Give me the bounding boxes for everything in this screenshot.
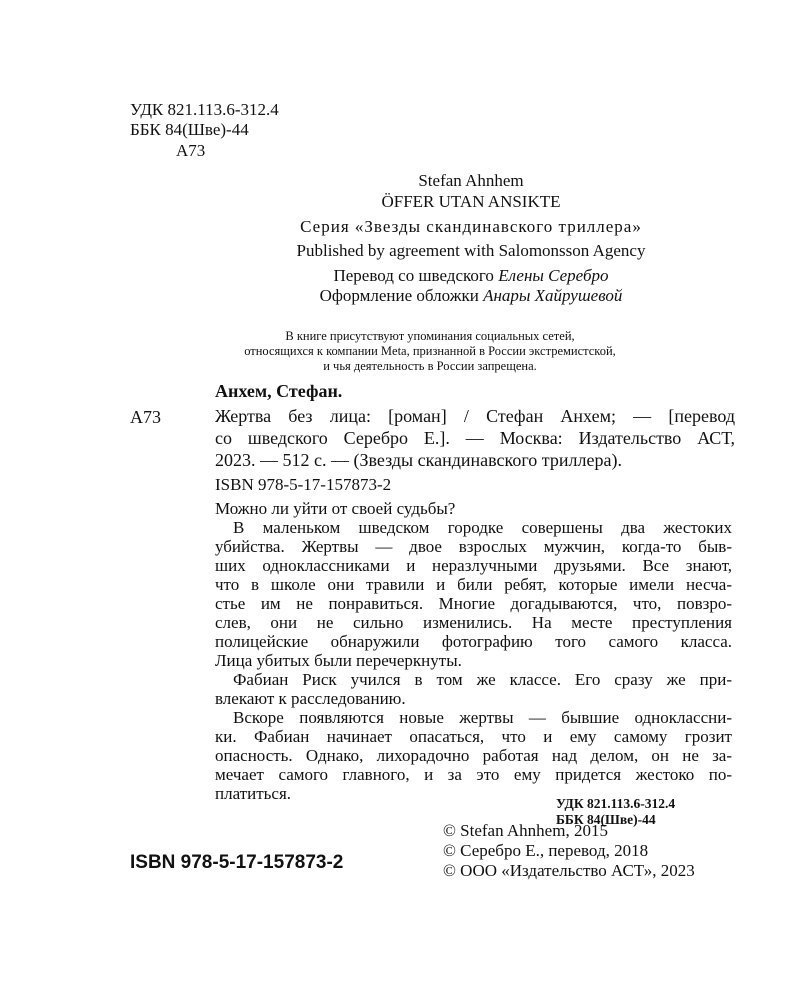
author-mark: А73 (176, 141, 206, 160)
annotation-line: платиться. (215, 784, 292, 803)
notice-line-2: относящихся к компании Meta, признанной в России экстремистской, (244, 344, 616, 358)
annotation-question: Можно ли уйти от своей судьбы? (215, 499, 456, 518)
copyright-translation: © Серебро Е., перевод, 2018 (443, 841, 649, 860)
annotation-line: Лица убитых были перечеркнуты. (215, 651, 462, 670)
footer-bbk: ББК 84(Шве)-44 (556, 812, 656, 827)
catalog-description (215, 405, 735, 471)
annotation-line: полицейские обнаружили фотографию того самого класса. (215, 632, 732, 651)
annotation-paragraph-2 (215, 670, 732, 708)
catalog-line: 2023. — 512 с. — (Звезды скандинавского триллера). (215, 450, 622, 470)
cover-design-line (200, 286, 742, 306)
annotation-paragraph-1 (215, 518, 732, 670)
cover-designer-name: Анары Хайрушевой (483, 286, 623, 305)
udk-code: УДК 821.113.6-312.4 (130, 100, 279, 119)
bbk-code: ББК 84(Шве)-44 (130, 120, 249, 139)
catalog-isbn: ISBN 978-5-17-157873-2 (215, 475, 392, 494)
translator-name: Елены Серебро (498, 266, 609, 285)
annotation-line: убийства. Жертвы — двое взрослых мужчин, когда-то быв- (215, 537, 732, 556)
isbn-main: ISBN 978-5-17-157873-2 (130, 852, 344, 873)
notice-line-1: В книге присутствуют упоминания социальных сетей, (285, 329, 575, 343)
cover-prefix: Оформление обложки (319, 286, 484, 305)
annotation-line: Вскоре появляются новые жертвы — бывшие одноклассни- (233, 708, 732, 727)
annotation-paragraph-3 (215, 708, 732, 803)
notice-line-3: и чья деятельность в России запрещена. (323, 359, 537, 373)
series-line: Серия «Звезды скандинавского триллера» (300, 217, 642, 236)
catalog-author: Анхем, Стефан. (215, 381, 343, 401)
annotation-line: опасность. Однако, лихорадочно работая над делом, он не за- (215, 746, 732, 765)
catalog-code: А73 (130, 407, 161, 427)
translation-prefix: Перевод со шведского (333, 266, 499, 285)
annotation-line: ших одноклассниками и неразлучными друзьями. Все знают, (215, 556, 732, 575)
original-author: Stefan Ahnhem (418, 171, 524, 190)
annotation-line: мечает самого главного, и за это ему придется жестоко по- (215, 765, 732, 784)
original-title: ÖFFER UTAN ANSIKTE (381, 192, 561, 211)
annotation-line: Фабиан Риск учился в том же классе. Его сразу же при- (233, 670, 732, 689)
published-by-line: Published by agreement with Salomonsson Agency (296, 241, 646, 260)
catalog-line: Жертва без лица: [роман] / Стефан Анхем; — [перевод (215, 406, 735, 426)
annotation-line: стье им не понравиться. Многие догадываются, что, повзро- (215, 594, 732, 613)
translation-line (200, 266, 742, 286)
copyright-publisher: © ООО «Издательство АСТ», 2023 (443, 861, 695, 880)
annotation-line: что в школе они травили и били ребят, которые имели несча- (215, 575, 732, 594)
annotation-line: слев, они не сильно изменились. На месте преступления (215, 613, 732, 632)
annotation-line: ки. Фабиан начинает опасаться, что и ему самому грозит (215, 727, 732, 746)
copyright-author: © Stefan Ahnhem, 2015 (443, 821, 608, 840)
annotation-line: влекают к расследованию. (215, 689, 406, 708)
footer-udk: УДК 821.113.6-312.4 (556, 796, 676, 811)
catalog-line: со шведского Серебро Е.]. — Москва: Издательство АСТ, (215, 428, 735, 448)
annotation-line: В маленьком шведском городке совершены два жестоких (233, 518, 732, 537)
